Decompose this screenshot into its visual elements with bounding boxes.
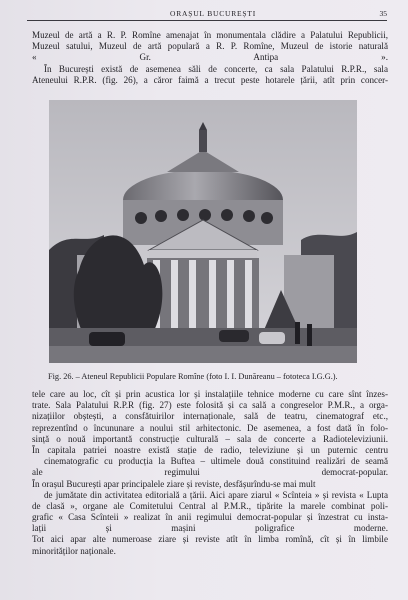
text-line: grafic « Casa Scînteii » realizat în anii regimului democrat-popular și înzestrat cu insta- bbox=[32, 512, 388, 523]
text-line: Ateneului R.P.R. (fig. 26), a căror faimă a trecut peste hotarele țării, atît prin concer- bbox=[32, 74, 388, 85]
text-line: Muzeul de artă a R. P. Romîne amenajat în monumentala clădire a Palatului Republicii, bbox=[32, 30, 388, 40]
running-title: ORAȘUL BUCUREȘTI bbox=[170, 9, 257, 18]
text-line: ale regimului democrat-popular. bbox=[32, 467, 388, 478]
text-line: În orașul București apar principalele ziare și reviste, desfășurîndu-se mai mult bbox=[32, 478, 316, 489]
paragraph-block-top bbox=[32, 30, 388, 86]
ateneu-photograph bbox=[49, 100, 357, 363]
text-line: cinematografic cu producția la Buftea – ultimele două constituind realizări de seamă bbox=[44, 456, 388, 467]
text-line: sință o nouă importantă construcție culturală – sala de concerte a Radioteleviziunii. bbox=[32, 433, 388, 444]
text-line: de jumătate din activitatea editorială a țării. Aici apare ziarul « Scînteia » și revista « Lupta bbox=[44, 489, 388, 500]
text-line: Tot aici apar alte numeroase ziare și reviste atît în limba romînă, cît și în limbile bbox=[32, 534, 388, 545]
text-line: lații și mașini poligrafice moderne. bbox=[32, 523, 388, 534]
text-line: În capitala patriei noastre există stație de radio, televiziune și un puternic centru bbox=[32, 444, 388, 455]
paragraph-block-bottom bbox=[32, 389, 388, 579]
figure-caption bbox=[48, 372, 378, 381]
text-line: minorităților naționale. bbox=[32, 545, 116, 556]
text-line: de clasă », organe ale Comitetului Central al P.M.R., tipărite la marele combinat poli- bbox=[32, 500, 388, 511]
text-line: În București există de asemenea săli de concerte, ca sala Palatului R.P.R., sala bbox=[44, 63, 388, 74]
page-number: 35 bbox=[379, 9, 387, 18]
header-rule bbox=[27, 20, 387, 21]
text-line: « Gr. Antipa ». bbox=[32, 52, 388, 63]
text-line: nizațiilor obștești, a consfătuirilor internaționale, sală de teatru, cinematograf etc., bbox=[32, 411, 388, 422]
text-line: tele care au loc, cît și prin acustica lor și instalațiile tehnice moderne cu care sînt înzes- bbox=[32, 389, 388, 399]
running-header bbox=[27, 9, 387, 21]
text-line bbox=[32, 557, 388, 568]
text-line: trate. Sala Palatului R.P.R (fig. 27) este folosită și ca sală a congreselor P.M.R., a orga- bbox=[32, 400, 388, 411]
caption-text: Fig. 26. – Ateneul Republicii Populare Romîne (foto I. I. Dunăreanu – fototeca I.G.G.). bbox=[48, 372, 338, 381]
text-line: reprezentînd o încununare a noului stil arhitectonic. De asemenea, a fost dată în folo- bbox=[32, 422, 388, 433]
text-line: Muzeul satului, Muzeul de artă populară a R. P. Romîne, Muzeul de istorie naturală bbox=[32, 41, 388, 52]
text-line bbox=[32, 568, 388, 579]
